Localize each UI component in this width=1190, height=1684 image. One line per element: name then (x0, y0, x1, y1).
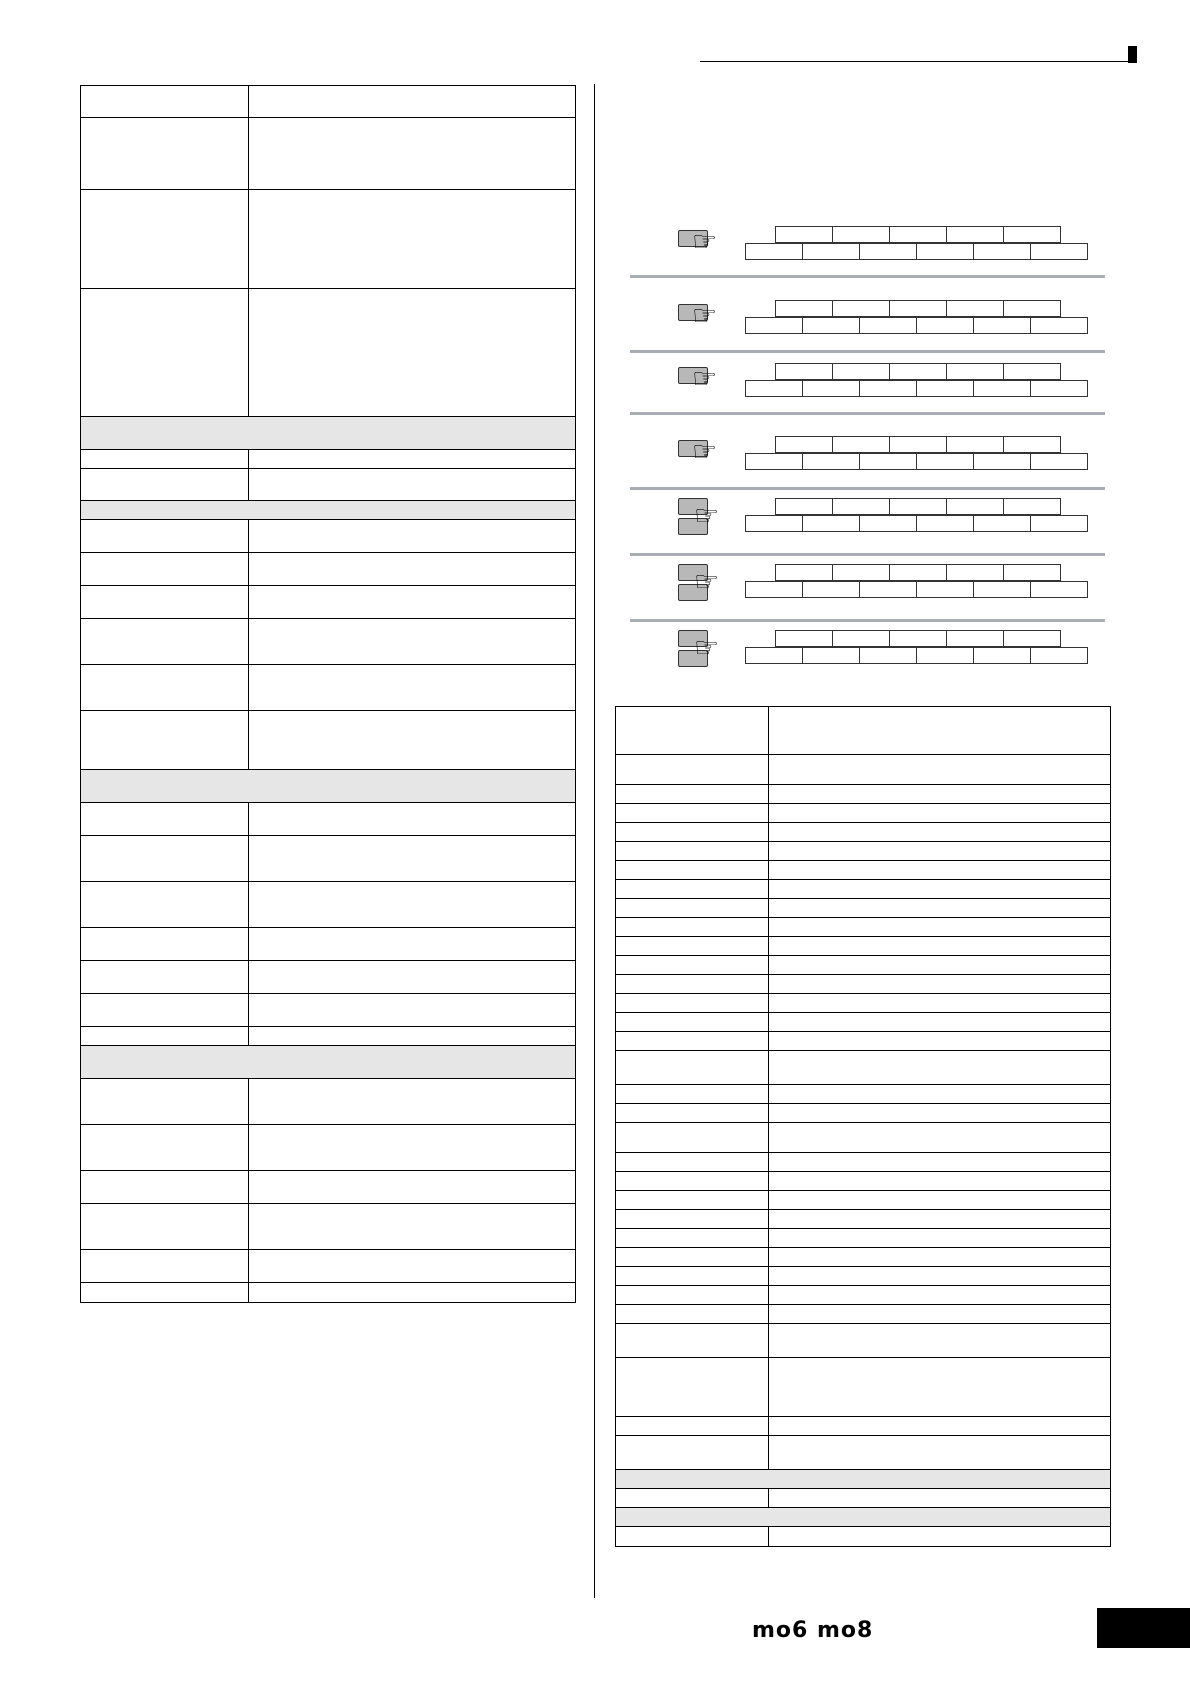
key-cell (775, 436, 833, 453)
table-cell-description (769, 861, 1110, 879)
key-cell (832, 226, 890, 243)
table-cell-name (81, 619, 249, 664)
key-cell (745, 317, 803, 334)
diagram-step: ☞ (630, 226, 1105, 274)
table-cell-description (249, 86, 575, 117)
table-cell-description (769, 1085, 1110, 1103)
table-cell-description (769, 1153, 1110, 1171)
key-cell (1003, 564, 1061, 581)
table-cell-name (616, 1051, 769, 1084)
table-section-header (81, 1046, 575, 1079)
table-cell-name (616, 1013, 769, 1031)
table-cell-name (81, 665, 249, 710)
table-cell-description (769, 1286, 1110, 1304)
table-cell-description (769, 1489, 1110, 1507)
table-cell-name (81, 86, 249, 117)
table-cell-description (769, 1305, 1110, 1323)
table-cell-name (81, 1079, 249, 1124)
key-cell (889, 498, 947, 515)
key-cell (775, 630, 833, 647)
key-row-upper (776, 630, 1061, 647)
table-row (81, 994, 575, 1027)
table-row (616, 1013, 1110, 1032)
key-cell (859, 515, 917, 532)
key-row-lower (746, 453, 1088, 470)
button-operation-diagram (630, 210, 1105, 690)
table-cell-name (81, 882, 249, 927)
key-cell (775, 564, 833, 581)
key-cell (946, 630, 1004, 647)
table-cell-description (769, 880, 1110, 898)
key-cell (1030, 647, 1088, 664)
table-cell-description (249, 1283, 575, 1302)
table-cell-name (81, 836, 249, 881)
table-row (81, 450, 575, 469)
key-cell (946, 436, 1004, 453)
table-cell-name (616, 842, 769, 860)
key-cell (916, 380, 974, 397)
table-cell-description (769, 899, 1110, 917)
diagram-separator (630, 553, 1105, 556)
table-cell-name (616, 1358, 769, 1416)
table-row (81, 961, 575, 994)
table-row (81, 520, 575, 553)
table-cell-name (81, 1283, 249, 1302)
key-cell (889, 564, 947, 581)
key-cell (889, 300, 947, 317)
table-cell-name (81, 553, 249, 585)
key-cell (859, 647, 917, 664)
table-row (616, 1489, 1110, 1508)
table-section-header (616, 1470, 1110, 1489)
table-cell-name (81, 1125, 249, 1170)
key-cell (916, 647, 974, 664)
key-cell (775, 498, 833, 515)
key-cell (973, 453, 1031, 470)
key-cell (1003, 363, 1061, 380)
key-cell (775, 300, 833, 317)
table-row (616, 707, 1110, 755)
key-cell (745, 581, 803, 598)
key-cell (889, 436, 947, 453)
key-cell (1003, 300, 1061, 317)
table-cell-description (769, 1248, 1110, 1266)
table-row (616, 937, 1110, 956)
key-cell (832, 564, 890, 581)
diagram-step: ☞ (630, 564, 1105, 612)
key-cell (946, 363, 1004, 380)
table-cell-description (769, 804, 1110, 822)
key-cell (832, 300, 890, 317)
table-cell-description (249, 1125, 575, 1170)
table-cell-description (249, 994, 575, 1026)
table-row (616, 1085, 1110, 1104)
table-cell-name (616, 823, 769, 841)
table-cell-description (769, 1267, 1110, 1285)
table-row (616, 1153, 1110, 1172)
key-cell (775, 363, 833, 380)
diagram-separator (630, 412, 1105, 415)
key-cell (973, 317, 1031, 334)
table-cell-name (616, 994, 769, 1012)
table-row (81, 86, 575, 118)
table-cell-description (249, 190, 575, 288)
table-cell-description (249, 553, 575, 585)
table-row (616, 1286, 1110, 1305)
key-row-lower (746, 317, 1088, 334)
table-row (81, 711, 575, 770)
key-cell (802, 380, 860, 397)
table-row (81, 928, 575, 961)
table-row (616, 755, 1110, 785)
key-row-upper (776, 564, 1061, 581)
key-cell (1030, 317, 1088, 334)
key-cell (1030, 243, 1088, 260)
table-row (616, 1527, 1110, 1546)
key-cell (1030, 581, 1088, 598)
key-cell (973, 515, 1031, 532)
table-cell-name (81, 711, 249, 769)
table-row (616, 918, 1110, 937)
table-row (616, 842, 1110, 861)
key-cell (802, 515, 860, 532)
table-cell-name (616, 1229, 769, 1247)
table-cell-description (249, 665, 575, 710)
table-cell-description (249, 1079, 575, 1124)
column-divider (594, 84, 595, 1598)
key-row-lower (746, 243, 1088, 260)
key-cell (832, 363, 890, 380)
table-cell-name (81, 803, 249, 835)
key-cell (775, 226, 833, 243)
table-cell-name (81, 1204, 249, 1249)
table-cell-name (616, 880, 769, 898)
table-cell-name (616, 707, 769, 754)
table-cell-name (616, 1248, 769, 1266)
table-cell-name (616, 1324, 769, 1357)
table-cell-description (249, 803, 575, 835)
table-cell-description (769, 707, 1110, 754)
table-cell-name (616, 1267, 769, 1285)
table-cell-name (616, 918, 769, 936)
key-cell (745, 453, 803, 470)
table-row (616, 1172, 1110, 1191)
table-row (616, 1051, 1110, 1085)
table-cell-description (249, 1204, 575, 1249)
key-cell (802, 317, 860, 334)
table-row (81, 1125, 575, 1171)
diagram-step: ☞ (630, 436, 1105, 484)
key-row-upper (776, 363, 1061, 380)
table-row (81, 619, 575, 665)
table-row (81, 882, 575, 928)
table-row (81, 665, 575, 711)
table-cell-name (616, 1489, 769, 1507)
diagram-step: ☞ (630, 498, 1105, 546)
table-cell-description (769, 1210, 1110, 1228)
table-section-header (81, 501, 575, 520)
table-row (616, 823, 1110, 842)
table-cell-description (249, 1250, 575, 1282)
key-cell (973, 581, 1031, 598)
table-cell-description (249, 1171, 575, 1203)
key-cell (1030, 380, 1088, 397)
table-cell-name (616, 975, 769, 993)
key-cell (946, 226, 1004, 243)
table-cell-name (616, 956, 769, 974)
table-cell-description (769, 1324, 1110, 1357)
key-cell (802, 243, 860, 260)
table-cell-name (81, 1250, 249, 1282)
page-number-tab (1097, 1608, 1190, 1648)
table-cell-name (616, 1104, 769, 1122)
key-cell (946, 498, 1004, 515)
table-cell-name (616, 1527, 769, 1546)
table-cell-name (81, 586, 249, 618)
key-cell (889, 630, 947, 647)
table-row (81, 1250, 575, 1283)
key-cell (1003, 630, 1061, 647)
table-cell-name (81, 1027, 249, 1045)
key-cell (916, 581, 974, 598)
diagram-step: ☞ (630, 363, 1105, 411)
key-row-lower (746, 515, 1088, 532)
table-row (616, 880, 1110, 899)
table-cell-name (616, 1123, 769, 1152)
diagram-step: ☞ (630, 630, 1105, 678)
table-row (616, 1104, 1110, 1123)
key-cell (973, 647, 1031, 664)
table-cell-description (249, 961, 575, 993)
table-cell-description (769, 755, 1110, 784)
key-row-lower (746, 647, 1088, 664)
table-cell-description (769, 785, 1110, 803)
table-cell-name (616, 899, 769, 917)
table-cell-name (616, 1286, 769, 1304)
table-cell-name (616, 1172, 769, 1190)
table-cell-description (769, 994, 1110, 1012)
key-cell (802, 647, 860, 664)
table-cell-description (249, 289, 575, 416)
table-row (81, 1079, 575, 1125)
table-row (81, 1171, 575, 1204)
key-cell (859, 243, 917, 260)
table-cell-description (769, 918, 1110, 936)
table-cell-name (81, 1171, 249, 1203)
table-row (616, 1191, 1110, 1210)
key-cell (802, 581, 860, 598)
key-row-upper (776, 300, 1061, 317)
table-cell-name (81, 118, 249, 189)
table-row (81, 289, 575, 417)
diagram-separator (630, 275, 1105, 278)
table-cell-name (616, 1417, 769, 1435)
key-cell (859, 581, 917, 598)
table-row (616, 785, 1110, 804)
key-row-upper (776, 226, 1061, 243)
table-cell-description (769, 1172, 1110, 1190)
table-cell-name (616, 1210, 769, 1228)
table-cell-name (81, 469, 249, 500)
table-cell-name (616, 755, 769, 784)
table-cell-name (616, 1153, 769, 1171)
header-tab-marker (1128, 46, 1137, 63)
table-cell-name (81, 450, 249, 468)
table-row (81, 803, 575, 836)
product-logo: mo6 mo8 (752, 1618, 874, 1643)
key-cell (745, 380, 803, 397)
table-row (616, 1032, 1110, 1051)
table-cell-description (769, 1417, 1110, 1435)
key-cell (745, 515, 803, 532)
diagram-separator (630, 487, 1105, 490)
table-row (81, 586, 575, 619)
table-cell-name (81, 928, 249, 960)
table-cell-name (616, 1085, 769, 1103)
key-cell (889, 363, 947, 380)
header-rule (700, 61, 1134, 62)
table-cell-description (769, 1013, 1110, 1031)
key-cell (745, 647, 803, 664)
key-cell (1003, 436, 1061, 453)
key-cell (1030, 515, 1088, 532)
table-cell-description (769, 842, 1110, 860)
key-cell (916, 515, 974, 532)
table-cell-description (769, 1358, 1110, 1416)
key-cell (916, 453, 974, 470)
table-cell-name (616, 861, 769, 879)
table-cell-description (769, 1436, 1110, 1469)
table-row (81, 1027, 575, 1046)
table-cell-name (616, 1305, 769, 1323)
table-cell-description (769, 1051, 1110, 1084)
table-cell-name (81, 961, 249, 993)
table-cell-description (249, 118, 575, 189)
table-cell-description (249, 928, 575, 960)
table-row (616, 1210, 1110, 1229)
key-cell (859, 380, 917, 397)
table-row (81, 190, 575, 289)
key-cell (946, 564, 1004, 581)
table-row (616, 1436, 1110, 1470)
table-cell-description (249, 450, 575, 468)
table-cell-description (249, 619, 575, 664)
table-cell-name (81, 190, 249, 288)
table-row (616, 1417, 1110, 1436)
key-cell (1003, 226, 1061, 243)
key-row-lower (746, 581, 1088, 598)
key-cell (832, 630, 890, 647)
table-cell-name (81, 289, 249, 416)
table-row (81, 118, 575, 190)
table-cell-name (616, 804, 769, 822)
table-cell-name (81, 520, 249, 552)
table-cell-name (616, 785, 769, 803)
left-parameter-table (80, 85, 576, 1303)
key-row-upper (776, 498, 1061, 515)
diagram-step: ☞ (630, 300, 1105, 348)
table-cell-name (616, 1191, 769, 1209)
key-cell (916, 317, 974, 334)
key-row-lower (746, 380, 1088, 397)
table-section-header (616, 1508, 1110, 1527)
table-row (616, 1123, 1110, 1153)
table-row (616, 956, 1110, 975)
key-cell (973, 380, 1031, 397)
table-row (616, 861, 1110, 880)
table-cell-description (769, 1229, 1110, 1247)
key-cell (1003, 498, 1061, 515)
key-cell (1030, 453, 1088, 470)
table-cell-name (616, 937, 769, 955)
table-row (81, 553, 575, 586)
table-row (616, 899, 1110, 918)
table-row (616, 804, 1110, 823)
table-cell-description (769, 1191, 1110, 1209)
key-cell (973, 243, 1031, 260)
table-cell-description (769, 975, 1110, 993)
table-row (616, 1267, 1110, 1286)
table-cell-name (81, 994, 249, 1026)
table-section-header (81, 770, 575, 803)
table-cell-description (249, 711, 575, 769)
key-cell (916, 243, 974, 260)
table-cell-name (616, 1436, 769, 1469)
diagram-separator (630, 350, 1105, 353)
table-cell-description (769, 1104, 1110, 1122)
key-cell (832, 498, 890, 515)
key-cell (802, 453, 860, 470)
diagram-separator (630, 619, 1105, 622)
key-row-upper (776, 436, 1061, 453)
table-cell-description (769, 956, 1110, 974)
table-cell-description (249, 836, 575, 881)
key-cell (745, 243, 803, 260)
table-cell-description (769, 1032, 1110, 1050)
right-parameter-table (615, 706, 1111, 1547)
table-row (616, 1229, 1110, 1248)
table-cell-description (769, 937, 1110, 955)
table-cell-description (769, 1527, 1110, 1546)
table-cell-description (249, 1027, 575, 1045)
table-row (81, 1283, 575, 1302)
table-cell-description (769, 1123, 1110, 1152)
table-section-header (81, 417, 575, 450)
table-row (616, 1324, 1110, 1358)
table-row (616, 975, 1110, 994)
table-row (81, 1204, 575, 1250)
table-row (616, 1248, 1110, 1267)
table-row (81, 836, 575, 882)
table-cell-name (616, 1032, 769, 1050)
table-row (616, 1305, 1110, 1324)
table-cell-description (249, 520, 575, 552)
table-row (81, 469, 575, 501)
table-row (616, 1358, 1110, 1417)
key-cell (859, 317, 917, 334)
key-cell (832, 436, 890, 453)
key-cell (889, 226, 947, 243)
table-cell-description (249, 586, 575, 618)
key-cell (946, 300, 1004, 317)
key-cell (859, 453, 917, 470)
table-cell-description (249, 882, 575, 927)
table-cell-description (249, 469, 575, 500)
table-row (616, 994, 1110, 1013)
table-cell-description (769, 823, 1110, 841)
